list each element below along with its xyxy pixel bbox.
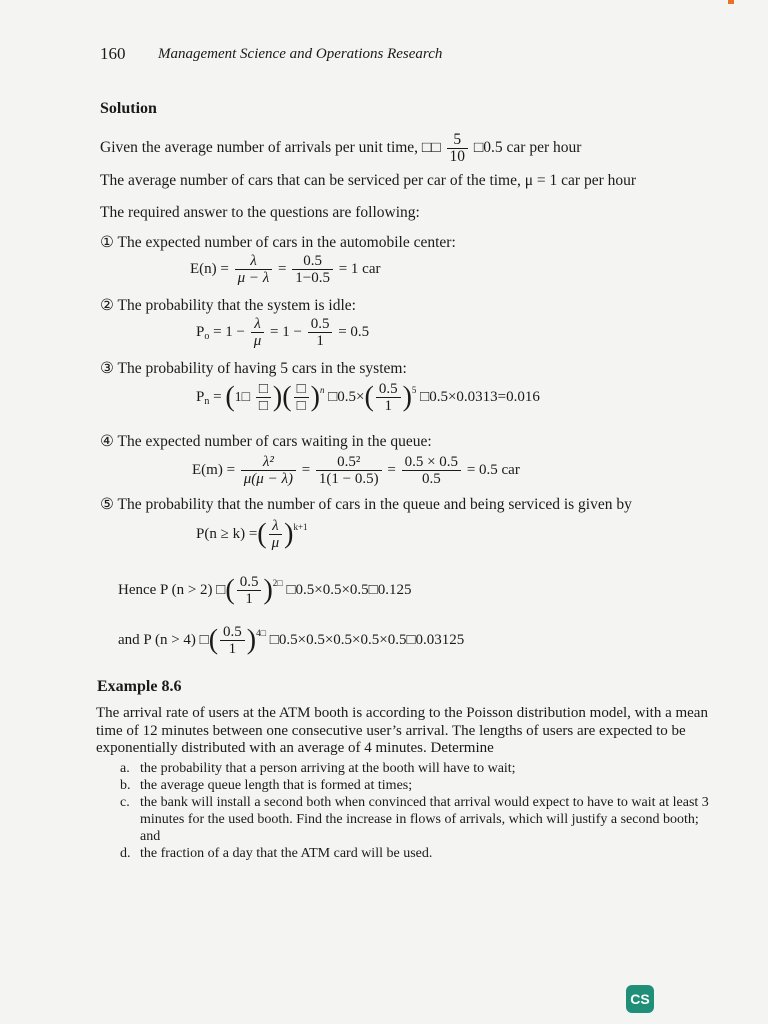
and-lhs: and P (n > 4) □: [118, 631, 209, 648]
required-line: The required answer to the questions are following:: [100, 204, 420, 221]
and-f-num: 0.5: [220, 624, 245, 641]
question-5: ⑤ The probability that the number of cars in the queue and being serviced is given by: [100, 496, 632, 513]
list-item-text: the probability that a person arriving at the booth will have to wait;: [140, 761, 516, 776]
service-line: The average number of cars that can be serviced per car of the time, μ = 1 car per hour: [100, 172, 637, 189]
q3-exp-1: n: [319, 384, 325, 395]
q2-frac-2: [308, 316, 333, 349]
and-exp: 4□: [256, 627, 267, 638]
q3-frac-3: [376, 381, 401, 414]
hence-exp: 2□: [272, 577, 283, 588]
q1-f2-num: 0.5: [292, 253, 333, 270]
q1-f2-den: 1−0.5: [295, 270, 330, 286]
list-item: [120, 760, 720, 777]
q3-sub: n: [204, 395, 210, 407]
q4-lhs: E(m) =: [192, 461, 236, 478]
q1-frac-1: [235, 253, 273, 286]
q3-lhs: P: [196, 388, 205, 405]
corner-mark: [728, 0, 734, 4]
list-item-text: the fraction of a day that the ATM card will be used.: [140, 846, 433, 861]
question-2: ② The probability that the system is idle:: [100, 297, 356, 314]
list-item: [120, 794, 720, 845]
q4-f1-num: λ²: [241, 454, 296, 471]
q1-frac-2: [292, 253, 333, 286]
q3-f1-num: □: [256, 381, 271, 398]
q4-frac-3: [402, 454, 461, 487]
list-item-label: a.: [120, 761, 130, 776]
and-rhs: □0.5×0.5×0.5×0.5×0.5□0.03125: [269, 631, 465, 648]
q3-f2-den: □: [296, 398, 306, 414]
and-f-den: 1: [228, 641, 237, 657]
q2-f1-num: λ: [251, 316, 265, 333]
q5-frac: [269, 518, 283, 551]
q3-mid: □0.5×: [328, 388, 365, 405]
q3-f1-den: □: [258, 398, 268, 414]
given-suffix: □0.5 car per hour: [473, 139, 582, 157]
and-frac: [220, 624, 245, 657]
and-line: and P (n > 4) □( $\frac{0.5}{1}$ )$^{4□}$ □0.5×0.5×0.5×0.5×0.5□0.03125: [118, 624, 465, 657]
given-line: [100, 132, 581, 165]
page-number: 160: [100, 44, 126, 63]
example-paragraph: The arrival rate of users at the ATM booth is according to the Poisson distribution model, with a mean time of 12 minutes between one consecutive user’s arrival. The lengths of users are expected to be exponentially distributed with an average of 4 minutes. Determine: [96, 705, 708, 756]
list-item-label: d.: [120, 846, 131, 861]
q3-f3-num: 0.5: [376, 381, 401, 398]
q2-mid-2: = 1 −: [270, 323, 302, 340]
formula-1: E(n) = $\frac{\lambda}{\mu - \lambda}$ = $\frac{0.5}{1-0.5}$ = 1 car: [190, 253, 381, 286]
hence-line: Hence P (n > 2) □( $\frac{0.5}{1}$ )$^{2□}$ □0.5×0.5×0.5□0.125: [118, 574, 412, 607]
given-fraction: [447, 132, 469, 165]
q4-rhs: = 0.5 car: [466, 461, 520, 478]
hence-frac: [237, 574, 262, 607]
list-item-label: b.: [120, 778, 131, 793]
formula-3: $P_n$ = (1□ $\frac{□}{□}$ )( $\frac{□}{□}$ )$^n$ □0.5×( $\frac{0.5}{1}$ )$^5$ □0.5×0.0313=0.016: [196, 381, 540, 414]
list-item-text: the average queue length that is formed at times;: [140, 778, 413, 793]
q2-f2-num: 0.5: [308, 316, 333, 333]
list-item-text: the bank will install a second both when convinced that arrival would expect to have to wait at least 3 minutes for the used booth. Find the increase in flows of arrivals, which will justify a second booth; and: [140, 795, 709, 844]
q2-mid-1: = 1 −: [213, 323, 246, 340]
q3-f2-num: □: [294, 381, 309, 398]
q5-lhs: P(n ≥ k): [196, 525, 246, 542]
q1-f1-den: μ − λ: [237, 270, 270, 286]
question-1: ① The expected number of cars in the automobile center:: [100, 234, 456, 251]
q1-f1-num: λ: [235, 253, 273, 270]
q4-f2-num: 0.5²: [316, 454, 382, 471]
hence-f-den: 1: [245, 591, 253, 607]
q3-frac-2: [294, 381, 309, 414]
hence-f-num: 0.5: [237, 574, 262, 591]
q1-rhs: = 1 car: [338, 260, 381, 277]
q4-f3-den: 0.5: [421, 471, 441, 487]
q4-f1-den: μ(μ − λ): [243, 471, 293, 487]
q2-lhs: P: [196, 323, 205, 340]
q5-f-num: λ: [269, 518, 283, 535]
hence-rhs: □0.5×0.5×0.5□0.125: [286, 581, 412, 598]
q5-f-den: μ: [271, 535, 280, 551]
given-frac-num: 5: [447, 132, 469, 149]
list-item: [120, 777, 720, 794]
q4-frac-1: [241, 454, 296, 487]
q3-frac-1: [256, 381, 271, 414]
camscanner-logo-icon: CS: [626, 985, 654, 1013]
example-list: [120, 760, 720, 862]
given-prefix: Given the average number of arrivals per unit time, □□: [100, 139, 441, 157]
q1-lhs: E(n) =: [190, 260, 229, 277]
question-4: ④ The expected number of cars waiting in the queue:: [100, 433, 432, 450]
q4-f2-den: 1(1 − 0.5): [318, 471, 379, 487]
q3-rhs: □0.5×0.0313=0.016: [420, 388, 540, 405]
running-title: Management Science and Operations Research: [158, 46, 443, 62]
q4-f3-num: 0.5 × 0.5: [402, 454, 461, 471]
list-item-label: c.: [120, 795, 130, 810]
list-item: [120, 845, 720, 862]
q4-frac-2: [316, 454, 382, 487]
q3-f3-den: 1: [384, 398, 392, 414]
q3-exp-2: 5: [411, 384, 417, 395]
q2-f2-den: 1: [316, 333, 324, 349]
q2-rhs: = 0.5: [338, 323, 370, 340]
formula-2: [196, 316, 369, 349]
question-3: ③ The probability of having 5 cars in the system:: [100, 360, 407, 377]
formula-4: E(m) = $\frac{\text{λ²}}{\mu(\mu - \lambda)}$ = $\frac{\text{0.5²}}{1(1 - 0.5)}$ = $\frac{0.5 \times 0.5}{0.5}$ = 0.5 car: [192, 454, 520, 487]
example-title: Example 8.6: [97, 678, 182, 695]
q2-f1-den: μ: [253, 333, 262, 349]
formula-5: P(n ≥ k) =( $\frac{\lambda}{\mu}$ )$^{k+1}$: [196, 518, 308, 551]
q2-frac-1: [251, 316, 265, 349]
q3-inner: 1□: [234, 389, 251, 405]
q5-exp: k+1: [293, 521, 308, 532]
hence-lhs: Hence P (n > 2) □: [118, 581, 226, 598]
q2-sub: o: [204, 330, 210, 342]
solution-heading: Solution: [100, 100, 157, 117]
given-frac-den: 10: [449, 148, 466, 165]
